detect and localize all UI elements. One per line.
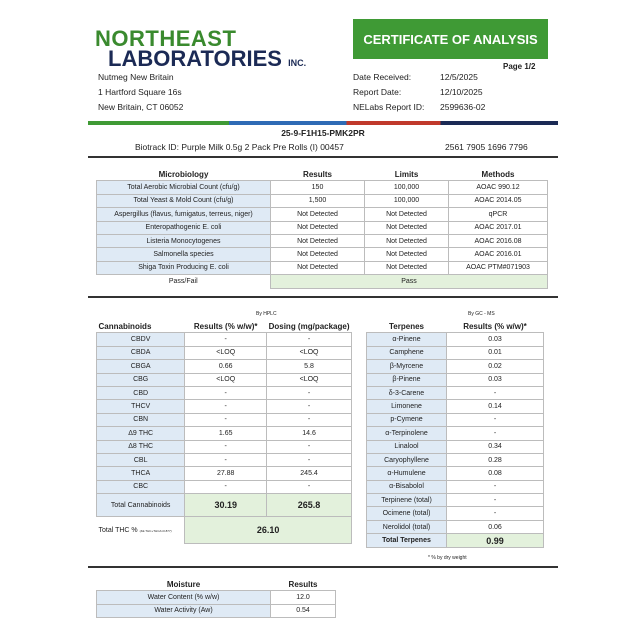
cannabinoid-mg: - [267,386,352,399]
micro-limit: Not Detected [365,221,449,234]
cannabinoid-pct: 0.66 [185,360,267,373]
table-row [367,386,544,399]
cannabinoid-name: CBDA [97,346,185,359]
table-row [97,413,352,426]
micro-header: Results [303,169,332,179]
cannabinoid-mg: - [267,440,352,453]
terpene-name: Camphene [367,346,447,359]
micro-method: AOAC PTM#071903 [449,261,548,274]
pass-fail-label: Pass/Fail [168,278,198,286]
cannabinoid-mg: - [267,400,352,413]
total-terpenes-value: 0.99 [447,534,544,548]
table-row [367,400,544,413]
table-row [367,440,544,453]
cannabinoid-name: Δ9 THC [97,427,185,440]
micro-test: Listeria Monocytogenes [97,234,271,247]
total-terpenes-label: Total Terpenes [367,534,447,548]
date-received: 12/5/2025 [440,72,478,82]
report-date: 12/10/2025 [440,87,483,97]
micro-result: 1,500 [271,194,365,207]
total-cannabinoids-pct: 30.19 [185,494,267,517]
terpene-pct: - [447,507,544,520]
terpene-pct: 0.01 [447,346,544,359]
table-row [367,373,544,386]
divider [88,566,558,568]
micro-header: Limits [394,169,419,179]
moisture-table [96,578,336,618]
cannabinoid-mg: <LOQ [267,346,352,359]
cannabinoid-pct: <LOQ [185,346,267,359]
cannabinoid-name: CBGA [97,360,185,373]
terpene-pct: 0.08 [447,467,544,480]
terpene-pct: - [447,480,544,493]
certificate-banner: CERTIFICATE OF ANALYSIS [353,19,548,59]
terp-header: Terpenes [389,321,424,331]
total-thc-label: Total THC % (Δ9-THC+THCA×0.877) [98,526,172,534]
biotrack-number: 2561 7905 1696 7796 [445,142,528,152]
cannabinoid-pct: - [185,333,267,346]
terpene-pct: 0.03 [447,373,544,386]
microbiology-table [96,168,548,289]
table-row [367,360,544,373]
cannabinoid-pct: - [185,480,267,493]
sample-id: 25-9-F1H15-PMK2PR [281,128,365,138]
cannabinoid-name: CBN [97,413,185,426]
table-row [97,360,352,373]
terpene-name: α-Humulene [367,467,447,480]
terpene-name: α-Bisabolol [367,480,447,493]
terpene-pct: 0.06 [447,520,544,533]
terpene-pct: - [447,413,544,426]
divider [88,156,558,158]
cann-header: Cannabinoids [98,321,152,331]
table-row [97,181,548,194]
table-row [97,346,352,359]
micro-limit: Not Detected [365,234,449,247]
micro-method: AOAC 2016.01 [449,248,548,261]
cannabinoid-mg: 5.8 [267,360,352,373]
terpene-pct: 0.02 [447,360,544,373]
total-cannabinoids-mg: 265.8 [267,494,352,517]
micro-result: Not Detected [271,261,365,274]
cannabinoid-pct: - [185,440,267,453]
terpene-name: Nerolidol (total) [367,520,447,533]
report-id: 2599636-02 [440,102,486,112]
micro-test: Total Aerobic Microbial Count (cfu/g) [97,181,271,194]
terpene-pct: 0.28 [447,453,544,466]
terpene-name: p-Cymene [367,413,447,426]
cannabinoid-mg: 14.6 [267,427,352,440]
table-row [97,604,336,617]
terpene-name: α-Terpinolene [367,427,447,440]
micro-limit: 100,000 [365,194,449,207]
table-row [97,333,352,346]
table-row [367,413,544,426]
terp-header: Results (% w/w)* [463,321,527,331]
client-city: New Britain, CT 06052 [98,102,184,112]
client-street: 1 Hartford Square 16s [98,87,182,97]
table-row [367,480,544,493]
table-row [97,427,352,440]
terpene-name: Linalool [367,440,447,453]
gcms-method: By GC - MS [468,311,495,317]
terpene-pct: 0.34 [447,440,544,453]
micro-result: Not Detected [271,221,365,234]
micro-limit: Not Detected [365,208,449,221]
table-row [97,248,548,261]
cannabinoids-table [96,320,352,544]
table-row [97,234,548,247]
cannabinoid-name: THCA [97,467,185,480]
terpene-name: Ocimene (total) [367,507,447,520]
client-name: Nutmeg New Britain [98,72,174,82]
micro-header: Microbiology [158,169,209,179]
terpene-name: Terpinene (total) [367,494,447,507]
micro-result: Not Detected [271,248,365,261]
micro-test: Shiga Toxin Producing E. coli [97,261,271,274]
cann-header: Results (% w/w)* [193,321,258,331]
moisture-test: Water Activity (Aw) [97,604,271,617]
divider [88,296,558,298]
micro-method: AOAC 2016.08 [449,234,548,247]
logo-laboratories: LABORATORIES INC. [108,46,307,71]
terpene-pct: - [447,427,544,440]
micro-method: AOAC 990.12 [449,181,548,194]
cannabinoid-mg: - [267,480,352,493]
table-row [97,440,352,453]
table-row [97,221,548,234]
table-row [367,333,544,346]
terpene-pct: 0.14 [447,400,544,413]
cannabinoid-pct: - [185,400,267,413]
table-row [367,453,544,466]
total-cannabinoids-label: Total Cannabinoids [97,494,185,517]
terpene-name: β-Myrcene [367,360,447,373]
pass-fail-value: Pass [271,275,548,288]
micro-result: Not Detected [271,234,365,247]
table-row [367,427,544,440]
micro-test: Enteropathogenic E. coli [97,221,271,234]
cannabinoid-mg: - [267,333,352,346]
total-thc-value: 26.10 [185,517,352,544]
moisture-header: Moisture [166,579,201,589]
table-row [97,400,352,413]
table-row [367,520,544,533]
cannabinoid-name: CBD [97,386,185,399]
micro-result: Not Detected [271,208,365,221]
dry-weight-note: * % by dry weight [428,555,467,561]
color-stripe [88,121,558,125]
table-row [97,261,548,274]
terpenes-table [366,320,544,548]
micro-method: AOAC 2017.01 [449,221,548,234]
terpene-name: α-Pinene [367,333,447,346]
cannabinoid-name: CBL [97,453,185,466]
moisture-header: Results [288,579,318,589]
cann-header: Dosing (mg/package) [268,321,350,331]
cannabinoid-pct: 1.65 [185,427,267,440]
table-row [97,208,548,221]
cannabinoid-name: CBG [97,373,185,386]
cannabinoid-pct: - [185,453,267,466]
terpene-pct: - [447,494,544,507]
cannabinoid-mg: - [267,453,352,466]
table-row [367,467,544,480]
table-row [367,507,544,520]
table-row [367,346,544,359]
cannabinoid-name: THCV [97,400,185,413]
micro-method: qPCR [449,208,548,221]
terpene-pct: - [447,386,544,399]
table-row [97,480,352,493]
cannabinoid-name: Δ8 THC [97,440,185,453]
table-row [97,453,352,466]
micro-limit: 100,000 [365,181,449,194]
hplc-method: By HPLC [256,311,277,317]
micro-limit: Not Detected [365,248,449,261]
table-row [97,386,352,399]
page-number: Page 1/2 [503,62,536,71]
micro-header: Methods [481,169,515,179]
biotrack-product: Biotrack ID: Purple Milk 0.5g 2 Pack Pre Rolls (I) 00457 [135,142,344,152]
report-id-label: NELabs Report ID: [353,102,425,112]
micro-test: Aspergillus (flavus, fumigatus, terreus, niger) [97,208,271,221]
cannabinoid-name: CBDV [97,333,185,346]
terpene-name: Limonene [367,400,447,413]
terpene-name: β-Pinene [367,373,447,386]
micro-result: 150 [271,181,365,194]
logo-northeast: NORTHEAST [95,26,237,51]
terpene-name: Caryophyllene [367,453,447,466]
micro-test: Total Yeast & Mold Count (cfu/g) [97,194,271,207]
cannabinoid-pct: 27.88 [185,467,267,480]
moisture-result: 0.54 [271,604,336,617]
micro-limit: Not Detected [365,261,449,274]
terpene-pct: 0.03 [447,333,544,346]
table-row [97,591,336,604]
date-received-label: Date Received: [353,72,412,82]
moisture-test: Water Content (% w/w) [97,591,271,604]
cannabinoid-pct: - [185,413,267,426]
micro-method: AOAC 2014.05 [449,194,548,207]
cannabinoid-pct: - [185,386,267,399]
moisture-result: 12.0 [271,591,336,604]
table-row [97,194,548,207]
cannabinoid-name: CBC [97,480,185,493]
report-date-label: Report Date: [353,87,402,97]
micro-test: Salmonella species [97,248,271,261]
terpene-name: δ-3-Carene [367,386,447,399]
table-row [97,467,352,480]
table-row [367,494,544,507]
cannabinoid-pct: <LOQ [185,373,267,386]
cannabinoid-mg: - [267,413,352,426]
cannabinoid-mg: 245.4 [267,467,352,480]
cannabinoid-mg: <LOQ [267,373,352,386]
table-row [97,373,352,386]
